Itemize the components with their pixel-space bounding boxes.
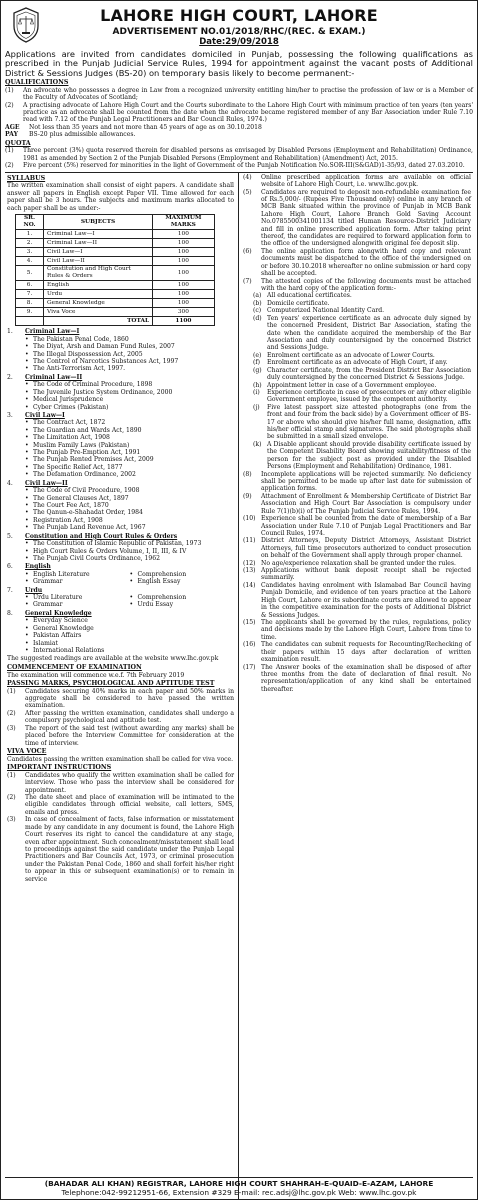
advertisement-number: ADVERTISEMENT NO.01/2018/RHC/(REC. & EXAM.)	[112, 26, 366, 37]
paper-content	[25, 533, 234, 563]
table-cell: Criminal Law—I	[44, 230, 153, 239]
paper-number: 4.	[7, 479, 13, 487]
list-item: • The General Clauses Act, 1897	[25, 495, 234, 502]
list-item: • The Juvenile Justice System Ordinance, 2000	[25, 389, 234, 396]
list-item: • The Illegal Dispossession Act, 2005	[25, 351, 234, 358]
item-number: (d)	[253, 314, 262, 322]
paper-group	[7, 533, 234, 563]
subjects-table-body	[16, 230, 215, 317]
table-cell: English	[44, 281, 153, 290]
quota-item: (1) Three percent (3%) quota reserved therein for disabled persons as envisaged by Disabled Persons (Employment and Rehabilitation) Ordinance, 1981 as amended by Section 2 of the Punjab Disabled Persons (Employment and Rehabilitation) (Amendment) Act, 2015.	[5, 147, 473, 162]
list-item: • The Pakistan Penal Code, 1860	[25, 336, 234, 343]
list-item	[7, 710, 234, 725]
paper-content	[25, 374, 234, 411]
list-item	[253, 389, 471, 404]
item-number: (a)	[253, 292, 262, 300]
item-text: Computerized National Identity Card.	[267, 307, 385, 315]
documents-list	[243, 292, 471, 470]
item-number: (8)	[243, 470, 252, 478]
quota-item: (2) Five percent (5%) reserved for minorities in the light of Government of the Punjab Notification No.SOR-III(S&GAD)1-35/93, dated 27.03.2010.	[5, 162, 465, 170]
contact-line: Telephone:042-99212951-66, Extension #329 E-mail: rec.adsj@lhc.gov.pk Web: www.lhc.gov.pk	[61, 1187, 417, 1197]
list-item	[7, 725, 234, 747]
item-number: (i)	[253, 388, 260, 396]
list-item	[253, 315, 471, 352]
paper-group	[7, 480, 234, 532]
item-text: After passing the written examination, candidates shall undergo a compulsory psychological and aptitude test.	[25, 709, 234, 725]
item-text: The applicants shall be governed by the rules, regulations, policy and decisions made by the Lahore High Court, Lahore from time to time.	[261, 619, 471, 641]
pay-row: PAY BS-20 plus admissible allowances.	[5, 131, 136, 139]
table-row	[16, 290, 215, 299]
item-text: Attachment of Enrollment & Membership Certificate of District Bar Association and High Court Bar Association is compulsory under Rule 7(1)(b)(i) of The Punjab Judicial Service Rules, 1994.	[261, 492, 471, 515]
list-item: • The Contract Act, 1872	[25, 419, 234, 426]
table-cell: 100	[153, 266, 215, 281]
item-number: (4)	[243, 173, 252, 181]
table-cell: 100	[153, 230, 215, 239]
list-item: • Muslim Family Laws (Pakistan)	[25, 442, 234, 449]
instructions-list-continued	[243, 471, 471, 694]
signatory-name: (BAHADAR ALI KHAN)	[44, 1178, 135, 1188]
instructions-list	[243, 174, 471, 293]
paper-group: 6. English • English Literature • Grammar • Comprehension • English Essay	[7, 563, 234, 585]
list-item: • The Anti-Terrorism Act, 1997.	[25, 365, 234, 372]
table-cell: 1.	[16, 230, 44, 239]
item-text: The report of the said test (without awarding any marks) shall be placed before the Interview Committee for consideration at the time of interview.	[25, 724, 234, 747]
age-row: AGE Not less than 35 years and not more than 45 years of age as on 30.10.2018	[5, 123, 262, 131]
table-cell: Civil Law—I	[44, 248, 153, 257]
table-cell: Constitution and High Court Rules & Orders	[44, 266, 153, 281]
item-text: A Disable applicant should provide disability certificate issued by the Competent Disability Board showing suitability/fitness of the person for the subject post as provided under the Disabled Persons (Employment and Rehabilitation) Ordinance, 1981.	[267, 440, 471, 471]
list-item	[243, 189, 471, 248]
table-cell: 100	[153, 290, 215, 299]
list-item: • Medical Jurisprudence	[25, 396, 234, 403]
list-item	[243, 619, 471, 641]
list-item: • The Court Fee Act, 1870	[25, 502, 234, 509]
item-text: Appointment letter in case of a Government employee.	[267, 381, 437, 389]
item-text: Experience certificate in case of prosecutors or any other eligible Government employee, issued by the competent authority.	[267, 388, 471, 404]
table-cell: Urdu	[44, 290, 153, 299]
list-item	[7, 688, 234, 710]
paper-title: Criminal Law—II	[25, 373, 83, 381]
two-column-body	[5, 172, 473, 1200]
qualifications-heading: QUALIFICATIONS	[5, 79, 69, 87]
paper-group	[7, 328, 234, 373]
item-number: (3)	[7, 724, 16, 732]
item-number: (1)	[7, 687, 16, 695]
paper-title: Constitution and High Court Rules & Orders	[25, 532, 178, 540]
list-item	[253, 359, 471, 366]
list-item	[243, 515, 471, 537]
item-text: Enrolment certificate as an advocate of High Court, if any.	[267, 359, 448, 367]
qualification-item: (2) A practising advocate of Lahore High Court and the Courts subordinate to the Lahore High Court with minimum practice of ten years (ten years' practice as an advocate shall be counted from the date when the advocate became registered member of any Bar Association under Rule 7.10 read with 7.12 of the Punjab Legal Practitioners and Bar Council Rules, 1974.)	[5, 101, 473, 124]
item-number: (f)	[253, 359, 261, 367]
signatory-office: REGISTRAR, LAHORE HIGH COURT SHAHRAH-E-QUAID-E-AZAM, LAHORE	[136, 1178, 434, 1188]
list-item: • The Punjab Land Revenue Act, 1967	[25, 524, 234, 531]
list-item: • The Diyat, Arsh and Daman Fund Rules, 2007	[25, 343, 234, 350]
paper-number: 5.	[7, 532, 13, 540]
list-item	[243, 471, 471, 493]
table-row	[16, 257, 215, 266]
item-text: Candidates securing 40% marks in each paper and 50% marks in aggregate shall be considered to have passed the written examination.	[25, 687, 234, 710]
item-number: (7)	[243, 277, 252, 285]
intro-paragraph: Applications are invited from candidates domiciled in Punjab, possessing the following qualifications as prescribed in the Punjab Judicial Service Rules, 1994 for appointment against the vacant posts of Additional District & Sessions Judges (BS-20) on temporary basis likely to become permanent:-	[5, 49, 473, 78]
table-cell: 2.	[16, 239, 44, 248]
item-number: (5)	[243, 188, 252, 196]
item-number: (12)	[243, 559, 256, 567]
item-number: (2)	[7, 794, 16, 802]
list-item: • The Code of Civil Procedure, 1908	[25, 487, 234, 494]
subjects-table	[15, 214, 215, 326]
paper-group: 7. Urdu • Urdu Literature • Grammar • Comprehension • Urdu Essay	[7, 587, 234, 609]
item-number: (6)	[243, 247, 252, 255]
item-text: Enrolment certificate as an advocate of Lower Courts.	[267, 351, 435, 359]
list-item	[253, 367, 471, 382]
item-text: Five latest passport size attested photographs (one from the front and four from the back side) by a Government officer of BS-17 or above who should give his/her full name, designation, affix his/her official stamp and signatures. The said photographs shall be submitted in a small sized envelope.	[267, 403, 471, 441]
commencement-text: The examination will commence w.e.f. 7th February 2019	[7, 671, 185, 679]
list-item	[253, 352, 471, 359]
item-number: (g)	[253, 366, 262, 374]
commencement-heading: COMMENCEMENT OF EXAMINATION	[7, 663, 142, 671]
table-cell: 100	[153, 239, 215, 248]
item-number: (j)	[253, 403, 260, 411]
table-row	[16, 308, 215, 317]
item-text: Candidates who qualify the written examination shall be called for interview. Those who pass the interview shall be considered for appointment.	[25, 771, 234, 794]
item-text: The online application form alongwith hard copy and relevant documents must be dispatched to the office of the undersigned on or before 30.10.2018 whereafter no online submission or hard copy shall be accepted.	[261, 247, 471, 278]
item-text: The date sheet and place of examination will be intimated to the eligible candidates through official website, call letters, SMS, emails and press.	[25, 794, 234, 816]
table-cell: 4.	[16, 257, 44, 266]
table-cell: 6.	[16, 281, 44, 290]
item-text: District Attorneys, Deputy District Attorneys, Assistant District Attorneys, full time prosecutors authorized to conduct prosecution on behalf of the Government shall apply through proper channel.	[261, 537, 471, 560]
table-row	[16, 230, 215, 239]
list-item: • The Defamation Ordinance, 2002	[25, 471, 234, 478]
table-row	[16, 299, 215, 308]
table-cell: 3.	[16, 248, 44, 257]
list-item	[243, 582, 471, 619]
item-number: (2)	[7, 709, 16, 717]
table-row	[16, 266, 215, 281]
paper-content	[25, 480, 234, 532]
item-number: (17)	[243, 663, 256, 671]
item-number: (11)	[243, 537, 256, 545]
list-item	[253, 382, 471, 389]
table-cell: 7.	[16, 290, 44, 299]
advertisement-date: Date:29/09/2018	[199, 37, 279, 48]
item-number: (e)	[253, 351, 262, 359]
list-item	[243, 567, 471, 582]
table-cell: 9.	[16, 308, 44, 317]
syllabus-heading: SYLLABUS	[7, 174, 46, 182]
right-column	[239, 173, 473, 1200]
table-cell: Civil Law—II	[44, 257, 153, 266]
viva-heading: VIVA VOCE	[7, 748, 47, 755]
table-row	[16, 248, 215, 257]
item-text: Character certificate, from the President District Bar Association duly countersigned by the concerned District & Sessions Judge.	[267, 366, 471, 382]
list-item: • The Punjab Pre-Emption Act, 1991	[25, 449, 234, 456]
list-item	[243, 174, 471, 189]
paper-number: 1.	[7, 328, 13, 336]
item-number: (h)	[253, 381, 262, 389]
table-cell: Viva Voce	[44, 308, 153, 317]
important-list	[7, 772, 234, 883]
table-row	[16, 239, 215, 248]
paper-group	[7, 412, 234, 479]
list-item	[243, 278, 471, 293]
item-number: (k)	[253, 440, 262, 448]
paper-content	[25, 412, 234, 479]
table-cell: 100	[153, 257, 215, 266]
passing-heading: PASSING MARKS, PSYCHOLOGICAL AND APTITUDE TEST	[7, 679, 215, 687]
page-title: LAHORE HIGH COURT, LAHORE	[100, 6, 378, 25]
item-text: Candidates are required to deposit non-refundable examination fee of Rs.5,000/- (Rupees Five Thousand only) online in any branch of MCB Bank situated within the province of Punjab in MCB Bank Lahore High Court, Lahore Branch Gold Saving Account No.0785500341001134 titled Human Resource-District Judiciary and fill in online prescribed application form. After taking print thereof, the candidates are required to forward application form to the office of the undersigned alongwith original fee deposit slip.	[261, 188, 471, 248]
item-text: No age/experience relaxation shall be granted under the rules.	[261, 559, 456, 567]
table-total-row: TOTAL 1100	[16, 317, 215, 326]
suggested-readings: The suggested readings are available at the website www.lhc.gov.pk	[7, 655, 219, 663]
item-number: (16)	[243, 641, 256, 649]
footer	[5, 1177, 473, 1197]
item-text: Online prescribed application forms are available on official website of Lahore High Court, i.e. www.lhc.gov.pk.	[261, 173, 471, 189]
header	[5, 3, 473, 49]
table-cell: 300	[153, 308, 215, 317]
left-column	[5, 173, 239, 1200]
list-item	[253, 292, 471, 299]
item-text: The attested copies of the following documents must be attached with the hard copy of the application form:-	[261, 277, 471, 293]
list-item	[243, 560, 471, 567]
list-item	[243, 537, 471, 559]
table-cell: 100	[153, 248, 215, 257]
list-item	[253, 300, 471, 307]
passing-list	[7, 688, 234, 747]
item-text: Experience shall be counted from the date of membership of a Bar Association under Rule 7.10 of Punjab Legal Practitioners and Bar Council Rules, 1974.	[261, 515, 471, 537]
item-text: All educational certificates.	[267, 292, 352, 300]
paper-title: Civil Law—I	[25, 411, 65, 419]
table-header: SR. NO.	[16, 215, 44, 230]
table-row	[16, 281, 215, 290]
list-item: • The Constitution of Islamic Republic of Pakistan, 1973	[25, 540, 234, 547]
item-text: Candidates having enrolment with Islamabad Bar Council having Punjab Domicile, and evidence of ten years practice at the Lahore High Court, Lahore or its subordinate courts are allowed to appear in the competitive examination for the posts of Additional District & Sessions Judges.	[261, 581, 471, 619]
table-cell: General Knowledge	[44, 299, 153, 308]
list-item: • The Limitation Act, 1908	[25, 434, 234, 441]
list-item	[243, 641, 471, 663]
list-item: • The Guardian and Wards Act, 1890	[25, 427, 234, 434]
item-number: (13)	[243, 567, 256, 575]
list-item	[243, 664, 471, 694]
table-cell: 100	[153, 299, 215, 308]
table-cell: Criminal Law—II	[44, 239, 153, 248]
list-item: • The Control of Narcotics Substances Act, 1997	[25, 358, 234, 365]
item-number: (b)	[253, 299, 262, 307]
list-item: • The Specific Relief Act, 1877	[25, 464, 234, 471]
item-number: (10)	[243, 515, 256, 523]
qualification-item: (1) An advocate who possesses a degree in Law from a recognized university entitling him/her to practise the profession of law or is a Member of the Faculty of Advocates of Scotland;	[5, 86, 473, 102]
list-item	[7, 772, 234, 794]
list-item	[7, 794, 234, 816]
item-number: (9)	[243, 492, 252, 500]
item-text: The Answer books of the examination shall be disposed of after three months from the date of declaration of final result. No representation/application of any kind shall be entertained thereafter.	[261, 663, 471, 693]
list-item: • The Punjab Civil Courts Ordinance, 1962	[25, 555, 234, 562]
quota-heading: QUOTA	[5, 139, 31, 147]
paper-group: 8. General Knowledge • Everyday Science • General Knowledge • Pakistan Affairs • Islamiat • International Relations	[7, 610, 234, 655]
item-number: (14)	[243, 581, 256, 589]
item-number: (3)	[7, 816, 16, 824]
list-item: • The Qanun-e-Shahadat Order, 1984	[25, 509, 234, 516]
list-item: • The Code of Criminal Procedure, 1898	[25, 381, 234, 388]
paper-content	[25, 328, 234, 373]
list-item	[243, 248, 471, 278]
table-cell: 100	[153, 281, 215, 290]
list-item: • The Punjab Rented Premises Act, 2009	[25, 456, 234, 463]
item-number: (15)	[243, 619, 256, 626]
paper-title: Criminal Law—I	[25, 328, 80, 336]
paper-title: Civil Law—II	[25, 479, 68, 487]
item-number: (1)	[7, 771, 16, 779]
syllabus-text: The written examination shall consist of eight papers. A candidate shall answer all papers in English except Paper VII. Time allowed for each paper shall be 3 hours. The subjects and maximum marks allocated to each paper shall be as under:-	[7, 182, 234, 212]
item-number: (c)	[253, 307, 262, 315]
item-text: Applications without bank deposit receipt shall be rejected summarily.	[261, 567, 471, 582]
table-cell: 5.	[16, 266, 44, 281]
table-header: SUBJECTS	[44, 215, 153, 230]
item-text: In case of concealment of facts, false information or misstatement made by any candidate in any document is found, the Lahore High Court reserves its right to cancel the candidature at any stage, even after appointment. Such concealment/misstatement shall lead to proceedings against the said candidate under the Punjab Legal Practitioners and Bar Councils Act, 1973, or criminal prosecution under the Pakistan Penal Code, 1860 and shall forfeit his/her right to appear in this or subsequent examination(s) or to remain in service	[25, 816, 234, 883]
list-item	[7, 816, 234, 883]
list-item: • Registration Act, 1908	[25, 517, 234, 524]
paper-number: 3.	[7, 411, 13, 419]
list-item	[253, 404, 471, 441]
table-header: MAXIMUM MARKS	[153, 215, 215, 230]
court-emblem-icon	[11, 6, 41, 44]
item-text: Incomplete applications will be rejected summarily. No deficiency shall be permitted to be made up after last date for submission of application forms.	[261, 470, 471, 493]
list-item	[253, 307, 471, 314]
item-text: The candidates can submit requests for Recounting/Rechecking of their papers within 15 days after declaration of written examination result.	[261, 641, 471, 664]
papers-list	[7, 328, 234, 562]
paper-number: 2.	[7, 373, 13, 381]
list-item	[253, 441, 471, 471]
item-text: Ten years' experience certificate as an advocate duly signed by the concerned President, District Bar Association, stating the date when the candidate acquired the membership of the Bar Association and duly countersigned by the concerned District and Sessions Judge.	[267, 314, 471, 352]
list-item	[243, 493, 471, 515]
paper-group	[7, 374, 234, 411]
item-text: Domicile certificate.	[267, 299, 330, 307]
list-item: • Cyber Crimes (Pakistan)	[25, 404, 234, 411]
table-cell: 8.	[16, 299, 44, 308]
viva-text: Candidates passing the written examination shall be called for viva voce.	[7, 755, 234, 763]
list-item: • High Court Rules & Orders Volume, I, II, III, & IV	[25, 548, 234, 555]
important-heading: IMPORTANT INSTRUCTIONS	[7, 764, 112, 772]
